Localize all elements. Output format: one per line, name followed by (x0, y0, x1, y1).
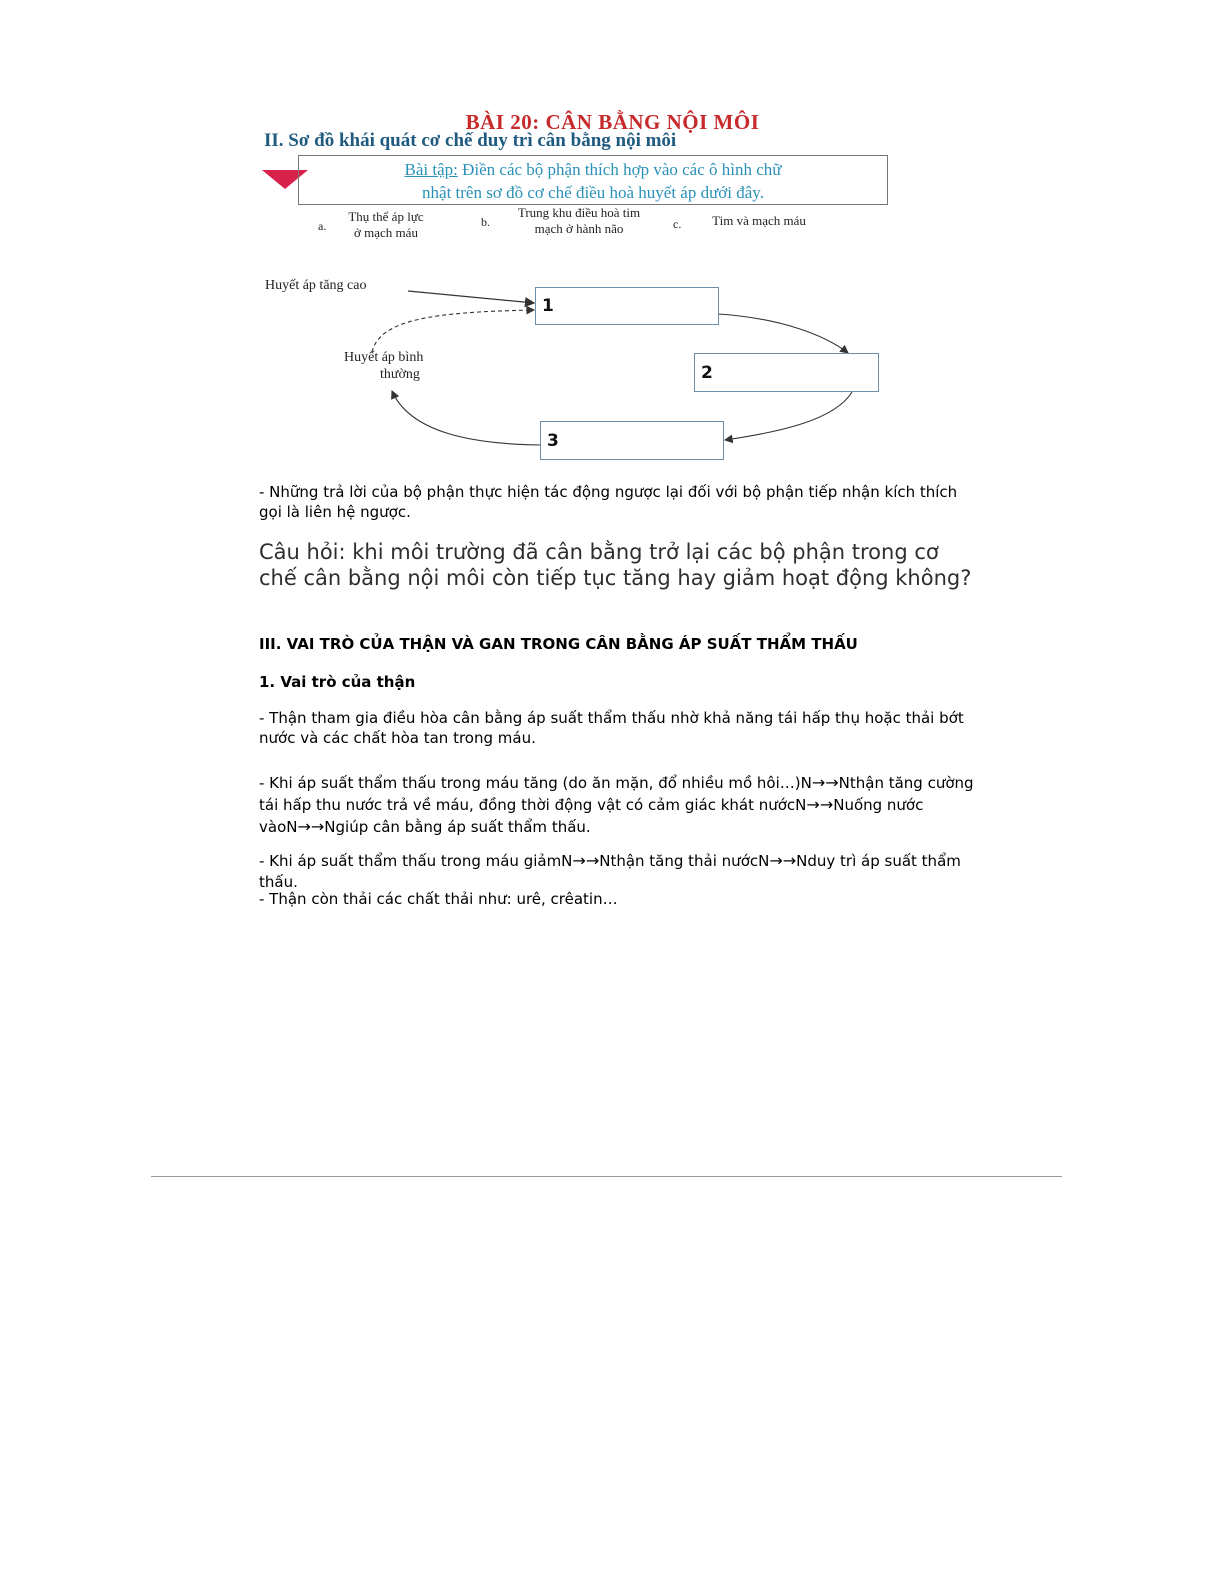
paragraph-waste: - Thận còn thải các chất thải như: urê, crêatin… (259, 890, 618, 908)
arrow-icon: →→ (297, 817, 325, 836)
sub-heading: 1. Vai trò của thận (259, 673, 416, 691)
option-a-letter: a. (318, 219, 327, 233)
blank-box-2 (694, 353, 879, 392)
para3-part-a: - Khi áp suất thẩm thấu trong máu giảmN (259, 852, 573, 870)
exercise-line-1: Điền các bộ phận thích hợp vào các ô hình chữ (457, 160, 782, 179)
exercise-label: Bài tập: (404, 160, 458, 179)
para2-part-a: - Khi áp suất thẩm thấu trong máu tăng (do ăn mặn, đổ nhiều mồ hôi…)N (259, 774, 812, 792)
slide-title: BÀI 20: CÂN BẰNG NỘI MÔI (465, 110, 760, 134)
arrow-3-to-normal (392, 391, 540, 445)
para3-part-b: Nthận tăng thải nướcN (599, 852, 770, 870)
option-a-line-1: Thụ thể áp lực (348, 209, 424, 224)
arrow-2-to-3 (725, 392, 852, 440)
option-c-letter: c. (673, 217, 682, 231)
page-divider (151, 1176, 1062, 1177)
paragraph-pressure-increase (259, 772, 979, 838)
blank-box-1 (535, 287, 719, 325)
normal-label-line-1: Huyết áp bình (344, 350, 424, 365)
arrow-1-to-2 (718, 314, 848, 353)
box-3-number: 3 (547, 431, 559, 451)
feedback-note: - Những trả lời của bộ phận thực hiện tác động ngược lại đối với bộ phận tiếp nhận kích thích gọi là liên hệ ngược. (259, 483, 958, 521)
paragraph-pressure-decrease (259, 850, 979, 893)
normal-label-line-2: thường (380, 367, 420, 382)
option-b-line-2: mạch ở hành não (534, 221, 624, 236)
option-c-line-1: Tim và mạch máu (712, 213, 806, 228)
blank-box-3 (540, 421, 724, 460)
para2-part-b: Nthận tăng cường tái hấp thu nước trả về máu, đồng thời động vật có cảm giác khát nướcN (259, 774, 974, 814)
box-2-number: 2 (701, 363, 713, 383)
option-a-line-2: ở mạch máu (354, 225, 418, 240)
dashed-return-arrow (372, 310, 534, 352)
para2-part-c: Nuống nước vàoN (259, 796, 924, 836)
question-text: Câu hỏi: khi môi trường đã cân bằng trở lại các bộ phận trong cơ chế cân bằng nội môi còn tiếp tục tăng hay giảm hoạt động không? (259, 540, 972, 590)
input-label: Huyết áp tăng cao (265, 278, 367, 293)
arrow-icon: →→ (806, 795, 834, 814)
box-1-number: 1 (542, 296, 554, 316)
arrow-icon: →→ (811, 773, 839, 792)
input-arrow (408, 291, 534, 303)
para2-part-d: Ngiúp cân bằng áp suất thẩm thấu. (324, 818, 591, 836)
paragraph-kidney-role: - Thận tham gia điều hòa cân bằng áp suất thẩm thấu nhờ khả năng tái hấp thụ hoặc thải bớt nước và các chất hòa tan trong máu. (259, 709, 964, 747)
arrow-icon: →→ (572, 851, 600, 870)
feedback-diagram-arrows (0, 0, 1225, 480)
slide-subtitle: II. Sơ đồ khái quát cơ chế duy trì cân bằng nội môi (264, 130, 677, 151)
section-heading: III. VAI TRÒ CỦA THẬN VÀ GAN TRONG CÂN BẰNG ÁP SUẤT THẨM THẤU (259, 635, 858, 653)
option-b-letter: b. (481, 215, 490, 229)
exercise-line-2: nhật trên sơ đồ cơ chế điều hoà huyết áp dưới đây. (422, 183, 764, 202)
option-b-line-1: Trung khu điều hoà tim (517, 205, 641, 220)
para3-part-c: Nduy trì áp suất thẩm thấu. (259, 852, 961, 891)
arrow-icon: →→ (769, 851, 797, 870)
